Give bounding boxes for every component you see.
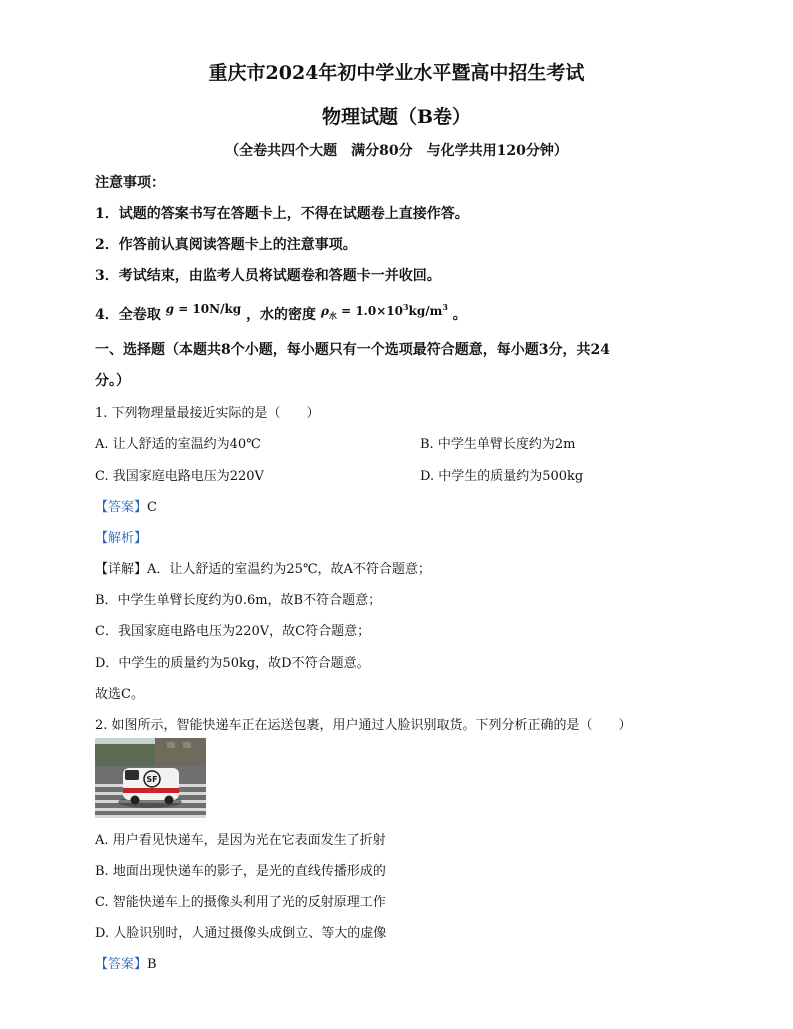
delivery-vehicle-photo bbox=[95, 738, 206, 818]
gravity-formula bbox=[166, 302, 242, 316]
exam-title: 重庆市2024年初中学业水平暨高中招生考试 bbox=[208, 62, 585, 84]
q1-analysis-tag: 【解析】 bbox=[95, 531, 148, 546]
q2-option-a: A. 用户看见快递车，是因为光在它表面发生了折射 bbox=[95, 833, 386, 848]
q1-option-d: D. 中学生的质量约为500kg bbox=[420, 469, 584, 484]
rho-subscript: 水 bbox=[328, 310, 337, 321]
rho-value-a: = 1.0×10 bbox=[336, 304, 403, 318]
g-variable: g bbox=[165, 302, 175, 316]
q2-option-c: C. 智能快递车上的摄像头利用了光的反射原理工作 bbox=[95, 895, 386, 910]
rho-unit-exponent: 3 bbox=[442, 302, 448, 312]
q1-detail-c: C．我国家庭电路电压为220V，故C符合题意； bbox=[95, 624, 371, 639]
note-item-4 bbox=[95, 304, 467, 325]
q1-detail-a-text: A．让人舒适的室温约为25℃，故A不符合题意； bbox=[147, 562, 431, 577]
q1-detail-tag: 【详解】 bbox=[95, 562, 148, 577]
section1-heading-line2: 分。） bbox=[95, 373, 130, 389]
q2-option-d: D. 人脸识别时，人通过摄像头成倒立、等大的虚像 bbox=[95, 926, 387, 941]
note-item-1: 1．试题的答案书写在答题卡上，不得在试题卷上直接作答。 bbox=[95, 206, 469, 222]
rho-exponent: 3 bbox=[402, 302, 409, 312]
q1-conclusion: 故选C。 bbox=[95, 687, 144, 702]
density-formula bbox=[320, 302, 448, 321]
rho-variable: ρ bbox=[320, 304, 329, 318]
q1-stem: 1. 下列物理量最接近实际的是（ ） bbox=[95, 406, 320, 421]
section1-heading-line1: 一、选择题（本题共8个小题，每小题只有一个选项最符合题意，每小题3分，共24 bbox=[95, 342, 610, 358]
q1-option-a: A. 让人舒适的室温约为40℃ bbox=[95, 437, 261, 452]
q1-answer-value: C bbox=[147, 500, 157, 515]
q2-stem: 2. 如图所示，智能快递车正在运送包裹，用户通过人脸识别取货。下列分析正确的是（ ） bbox=[95, 718, 632, 733]
rho-value-b: kg/m bbox=[408, 304, 443, 318]
g-value: = 10N/kg bbox=[174, 302, 242, 316]
note-item-4-prefix: 4．全卷取 bbox=[95, 307, 161, 323]
note-item-4-mid: ，水的密度 bbox=[246, 307, 317, 323]
q1-detail-d: D．中学生的质量约为50kg，故D不符合题意。 bbox=[95, 656, 370, 671]
q1-answer bbox=[95, 496, 157, 515]
q1-answer-tag: 【答案】 bbox=[95, 500, 148, 515]
notes-heading: 注意事项： bbox=[95, 175, 165, 191]
exam-subtitle: 物理试题（B卷） bbox=[321, 106, 472, 128]
note-item-3: 3．考试结束，由监考人员将试题卷和答题卡一并收回。 bbox=[95, 268, 441, 284]
q2-answer-tag: 【答案】 bbox=[95, 957, 148, 972]
q1-detail-b: B．中学生单臂长度约为0.6m，故B不符合题意； bbox=[95, 593, 382, 608]
q1-option-b: B. 中学生单臂长度约为2m bbox=[420, 437, 576, 452]
q2-answer-value: B bbox=[147, 957, 157, 972]
note-item-4-suffix: 。 bbox=[452, 307, 467, 323]
q2-option-b: B. 地面出现快递车的影子，是光的直线传播形成的 bbox=[95, 864, 386, 879]
exam-info: （全卷共四个大题 满分80分 与化学共用120分钟） bbox=[225, 143, 568, 159]
note-item-2: 2．作答前认真阅读答题卡上的注意事项。 bbox=[95, 237, 357, 253]
q1-detail-a bbox=[95, 558, 431, 577]
q2-answer bbox=[95, 953, 157, 972]
q1-option-c: C. 我国家庭电路电压为220V bbox=[95, 469, 264, 484]
vehicle-logo: SF bbox=[146, 775, 158, 784]
